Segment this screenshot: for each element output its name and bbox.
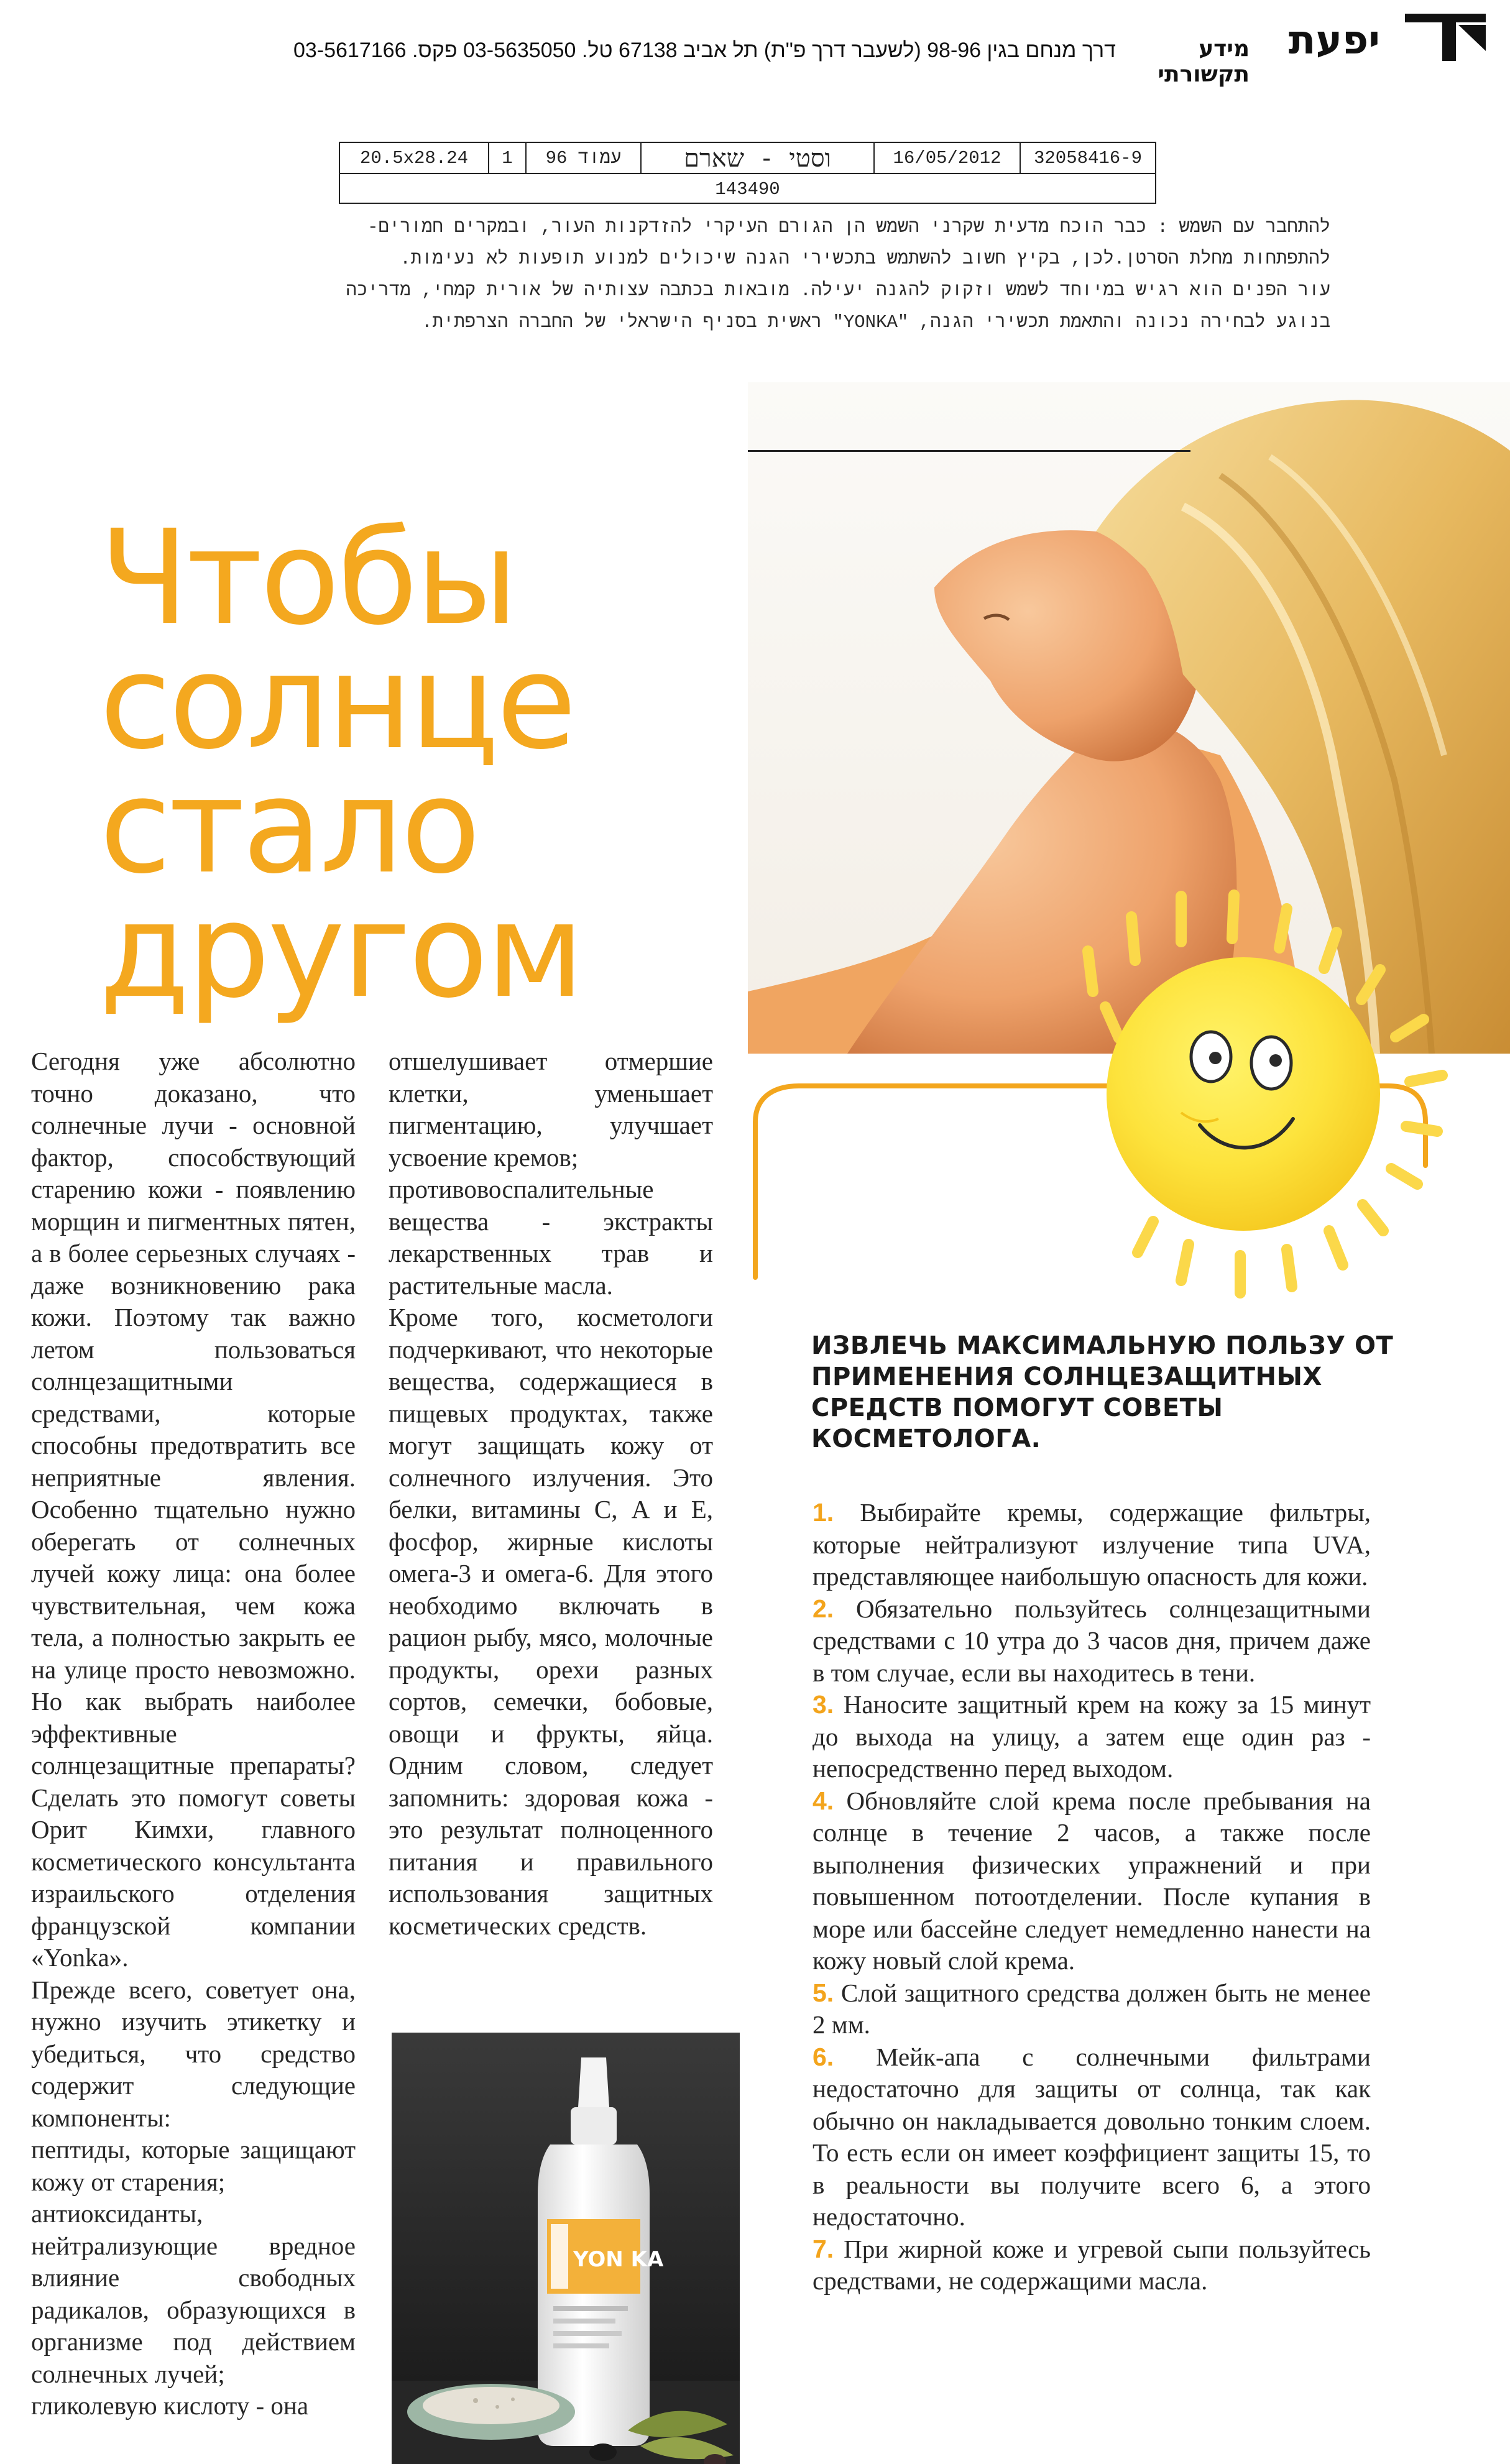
tip-number: 3.	[813, 1690, 834, 1719]
tip-text: Выбирайте кремы, содержащие фильтры, которые нейтрализуют излучение типа UVA, представляющее наибольшую опасность для кожи.	[813, 1498, 1371, 1591]
paragraph: отшелушивает отмершие клетки, уменьшает пигментацию, улучшает усвоение кремов;	[389, 1047, 713, 1172]
tip-text: При жирной коже и угревой сыпи пользуйтесь средствами, не содержащими масла.	[813, 2234, 1371, 2295]
paragraph: гликолевую кислоту - она	[31, 2391, 309, 2420]
clip-page: עמוד 96	[527, 143, 642, 173]
abstract-line: עור הפנים הוא רגיש במיוחד לשמש וזקוק להגנה יעילה. מובאות בכתבה עצותיה של אורית קמחי, מדריכה	[346, 280, 1330, 301]
clip-publication: וסטי - שארם	[642, 143, 875, 173]
tip-number: 5.	[813, 1978, 834, 2007]
tip-item	[813, 2233, 1371, 2297]
paragraph: Прежде всего, советует она, нужно изучить этикетку и убедиться, что средство содержит следующие компоненты:	[31, 1975, 356, 2132]
tip-item	[813, 1977, 1371, 2041]
abstract-line: להתחבר עם השמש : כבר הוכח מדעית שקרני השמש הן הגורם העיקרי להזדקנות העור, ובמקרים חמורים-	[367, 217, 1330, 237]
cartoon-sun	[995, 858, 1504, 1330]
tip-number: 7.	[813, 2234, 834, 2263]
paragraph: Кроме того, косметологи подчеркивают, что некоторые вещества, содержащиеся в пищевых продуктах, также могут защищать кожу от солнечного излучения. Это белки, витамины С, А и Е, фосфор, жирные кислоты омега-3 и омега-6. Для этого необходимо включать в рацион рыбу, мясо, молочные продукты, орехи разных сортов, семечки, бобовые, овощи и фрукты, яйца. Одним словом, следует запомнить: здоровая кожа - это результат полноценного питания и правильного использования защитных косметических средств.	[389, 1303, 713, 1940]
tip-text: Слой защитного средства должен быть не менее 2 мм.	[813, 1978, 1371, 2039]
tip-text: Обязательно пользуйтесь солнцезащитными средствами с 10 утра до 3 часов дня, причем даже в том случае, если вы находитесь в тени.	[813, 1594, 1371, 1687]
tip-item	[813, 1497, 1371, 1593]
agency-tagline: מידע תקשורתי	[1158, 36, 1250, 87]
agency-logo-icon	[1399, 7, 1492, 63]
clip-size: 20.5x28.24	[340, 143, 489, 173]
tip-item	[813, 1785, 1371, 1977]
clip-count: 1	[489, 143, 527, 173]
abstract-line: בנוגע לבחירה נכונה והתאמת תכשירי הגנה, "YONKA" ראשית בסניף הישראלי של החברה הצרפתית.	[421, 312, 1330, 333]
article-column-2	[389, 1046, 713, 1942]
product-photo-image	[392, 2033, 740, 2464]
tip-item	[813, 2041, 1371, 2233]
product-brand: YON KA	[573, 2247, 664, 2272]
agency-name: יפעת	[1288, 17, 1380, 63]
clip-code: 143490	[715, 178, 780, 200]
tip-number: 4.	[813, 1786, 834, 1815]
clip-meta-row	[340, 143, 1155, 174]
tips-list	[813, 1497, 1371, 2297]
tip-item	[813, 1689, 1371, 1785]
sun-icon	[995, 858, 1504, 1330]
agency-logo	[1399, 7, 1492, 63]
headline-line: солнце	[99, 626, 574, 778]
tip-text: Наносите защитный крем на кожу за 15 минут до выхода на улицу, а затем еще один раз - непосредственно перед выходом.	[813, 1690, 1371, 1783]
tip-number: 6.	[813, 2042, 834, 2071]
headline-line: Чтобы	[99, 502, 517, 654]
headline-line: другом	[99, 875, 582, 1027]
paragraph: противовоспалительные вещества - экстракты лекарственных трав и растительные масла.	[389, 1175, 713, 1300]
clip-abstract	[211, 211, 1330, 338]
clip-date: 16/05/2012	[875, 143, 1021, 173]
photo-divider	[748, 450, 1190, 452]
paragraph: Сегодня уже абсолютно точно доказано, что солнечные лучи - основной фактор, способствующий старению кожи - появлению морщин и пигментных пятен, а в более серьезных случаях - даже возникновению рака кожи. Поэтому так важно летом пользоваться солнцезащитными средствами, которые способны предотвратить все неприятные явления. Особенно тщательно нужно оберегать от солнечных лучей кожу лица: она более чувствительная, чем кожа тела, а полностью закрыть ее на улице просто невозможно. Но как выбрать наиболее эффективные солнцезащитные препараты? Сделать это помогут советы Орит Кимхи, главного косметического консультанта израильского отделения французской компании «Yonka».	[31, 1047, 356, 1972]
paragraph: антиоксиданты, нейтрализующие вредное влияние свободных радикалов, образующихся в организме под действием солнечных лучей;	[31, 2199, 356, 2388]
clip-meta-table	[339, 142, 1156, 204]
paragraph: пептиды, которые защищают кожу от старения;	[31, 2135, 356, 2196]
clip-number: 32058416-9	[1033, 147, 1143, 168]
abstract-line: להתפתחות מחלת הסרטן.לכן, בקיץ חשוב להשתמש בתכשירי הגנה שיכולים למנוע תופעות לא נעימות.	[400, 249, 1330, 269]
tip-text: Мейк-апа с солнечными фильтрами недостаточно для защиты от солнца, так как обычно он накладывается довольно тонким слоем. То есть если он имеет коэффициент защиты 15, то в реальности вы получите всего 6, а этого недостаточно.	[813, 2042, 1371, 2231]
article-headline	[99, 502, 659, 1027]
tips-title: ИЗВЛЕЧЬ МАКСИМАЛЬНУЮ ПОЛЬЗУ ОТ ПРИМЕНЕНИЯ СОЛНЦЕЗАЩИТНЫХ СРЕДСТВ ПОМОГУТ СОВЕТЫ КОСМЕТОЛОГА.	[811, 1331, 1394, 1453]
product-photo	[392, 2033, 740, 2464]
tip-number: 1.	[813, 1498, 834, 1527]
tip-item	[813, 1593, 1371, 1689]
agency-contacts: דרך מנחם בגין 98-96 (לשעבר דרך פ"ת) תל אביב 67138 טל. 03-5635050 פקס. 03-5617166	[293, 39, 1116, 62]
article-column-1	[31, 1046, 356, 2422]
tip-number: 2.	[813, 1594, 834, 1623]
tip-text: Обновляйте слой крема после пребывания на солнце в течение 2 часов, а также после выполнения физических упражнений и при повышенном потоотделении. После купания в море или бассейне следует немедленно нанести на кожу новый слой крема.	[813, 1786, 1371, 1975]
headline-line: стало	[99, 750, 479, 903]
